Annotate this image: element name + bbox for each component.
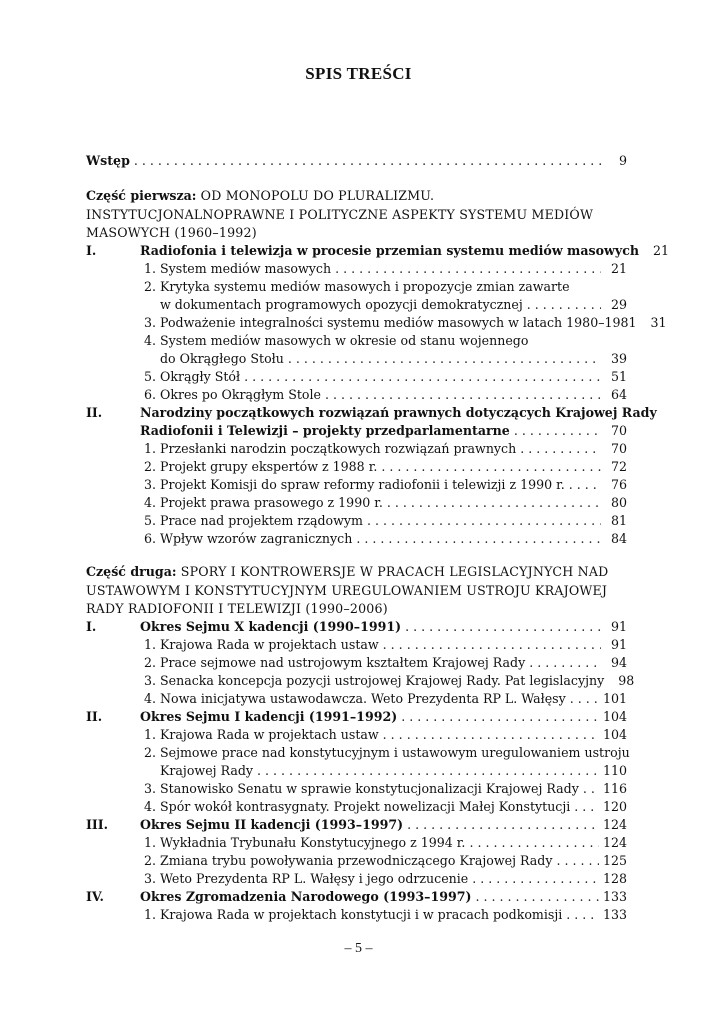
dot-leader: [569, 476, 601, 494]
section-number: 6.: [143, 387, 156, 402]
entry-row: [140, 494, 627, 512]
entry-row: [86, 422, 627, 440]
entry-page: 94: [610, 655, 627, 670]
entry-title: Przesłanki narodzin początkowych rozwiązań prawnych: [160, 441, 517, 456]
toc-entry: [86, 888, 627, 906]
section-number: 2.: [143, 853, 156, 868]
section-number: 3.: [143, 871, 156, 886]
entry-page: 9: [618, 153, 627, 168]
section-number: 2.: [143, 279, 156, 294]
entry-row: [86, 708, 627, 726]
entry-row: [140, 296, 627, 314]
dot-leader: [381, 458, 601, 476]
toc-entry: [140, 296, 627, 314]
section-number: 4.: [143, 333, 156, 348]
entry-row: [140, 744, 630, 762]
entry-title: Projekt grupy ekspertów z 1988 r.: [160, 459, 378, 474]
dot-leader: [405, 618, 601, 636]
chapter-number: II.: [86, 709, 103, 724]
toc-entry: [86, 582, 627, 600]
entry-row: [140, 314, 667, 332]
toc-entry: [140, 762, 627, 780]
entry-title: do Okrągłego Stołu: [160, 351, 284, 366]
dot-leader: [527, 296, 601, 314]
entry-title: Okres Sejmu II kadencji (1993–1997): [140, 817, 404, 832]
entry-title: Wpływ wzorów zagranicznych: [160, 531, 353, 546]
entry-row: [140, 870, 627, 888]
entry-title: Stanowisko Senatu w sprawie konstytucjonalizacji Krajowej Rady: [160, 781, 579, 796]
entry-row: [140, 458, 627, 476]
chapter-number: I.: [86, 619, 97, 634]
entry-row: [140, 780, 627, 798]
entry-title: Krytyka systemu mediów masowych i propozycje zmian zawarte: [160, 279, 570, 294]
entry-row: [140, 332, 627, 350]
toc-entry: [140, 368, 627, 386]
entry-title: Okres Sejmu I kadencji (1991–1992): [140, 709, 398, 724]
toc-entry: [140, 458, 627, 476]
chapter-number: I.: [86, 243, 97, 258]
entry-page: 133: [602, 889, 627, 904]
entry-title: Wstęp: [86, 153, 130, 168]
entry-page: 29: [610, 297, 627, 312]
section-number: 4.: [143, 495, 156, 510]
dot-leader: [288, 350, 601, 368]
toc-entry: [140, 744, 630, 762]
dot-leader: [244, 368, 601, 386]
part-title-continued: RADY RADIOFONII I TELEWIZJI (1990–2006): [86, 601, 388, 616]
section-number: 1.: [143, 727, 156, 742]
entry-row: [86, 816, 627, 834]
dot-leader: [356, 530, 601, 548]
section-number: 1.: [143, 637, 156, 652]
entry-row: [140, 906, 627, 924]
section-number: 4.: [143, 799, 156, 814]
part-label: Część pierwsza:: [86, 188, 197, 203]
entry-title: System mediów masowych w okresie od stanu wojennego: [160, 333, 529, 348]
entry-page: 21: [653, 243, 670, 258]
entry-title: Sejmowe prace nad konstytucyjnym i ustawowym uregulowaniem ustroju: [160, 745, 630, 760]
entry-row: [140, 350, 627, 368]
entry-row: [86, 404, 657, 422]
entry-page: 80: [610, 495, 627, 510]
entry-row: [140, 512, 627, 530]
toc-entry: [140, 636, 627, 654]
toc-entry: [86, 618, 627, 636]
entry-page: 125: [602, 853, 627, 868]
entry-row: [140, 798, 627, 816]
dot-leader: [387, 494, 601, 512]
entry-page: 39: [610, 351, 627, 366]
part-title-continued: INSTYTUCJONALNOPRAWNE I POLITYCZNE ASPEKTY SYSTEMU MEDIÓW: [86, 207, 594, 222]
entry-row: [140, 636, 627, 654]
toc-entry: [86, 224, 627, 242]
page-title: SPIS TREŚCI: [305, 64, 412, 83]
entry-row: [86, 888, 627, 906]
chapter-number: IV.: [86, 889, 104, 904]
section-number: 3.: [143, 477, 156, 492]
toc-entry: [86, 187, 627, 205]
entry-page: 124: [602, 835, 627, 850]
toc-entry: [86, 404, 657, 422]
chapter-number: II.: [86, 405, 103, 420]
entry-page: 133: [602, 907, 627, 922]
entry-page: 101: [602, 691, 627, 706]
entry-row: [86, 242, 670, 260]
entry-row: [140, 852, 627, 870]
section-number: 5.: [143, 369, 156, 384]
dot-leader: [257, 762, 599, 780]
section-number: 3.: [143, 781, 156, 796]
entry-title: Nowa inicjatywa ustawodawcza. Weto Prezydenta RP L. Wałęsy: [160, 691, 566, 706]
toc-entry: [140, 780, 627, 798]
entry-title: Spór wokół kontrasygnaty. Projekt nowelizacji Małej Konstytucji: [160, 799, 571, 814]
dot-leader: [401, 708, 599, 726]
entry-title: Okres po Okrągłym Stole: [160, 387, 321, 402]
toc-entry: [140, 852, 627, 870]
part-title: SPORY I KONTROWERSJE W PRACACH LEGISLACYJNYCH NAD: [176, 564, 609, 579]
toc-entry: [140, 870, 627, 888]
toc-entry: [140, 798, 627, 816]
part-label: Część druga:: [86, 564, 177, 579]
entry-page: 51: [610, 369, 627, 384]
toc-entry: [140, 260, 627, 278]
entry-title: Narodziny początkowych rozwiązań prawnych dotyczących Krajowej Rady: [140, 405, 657, 420]
toc-entry: [86, 816, 627, 834]
dot-leader: [574, 798, 599, 816]
entry-title: Krajowa Rada w projektach ustaw: [160, 727, 379, 742]
entry-title: Podważenie integralności systemu mediów masowych w latach 1980–1981: [160, 315, 637, 330]
section-number: 2.: [143, 459, 156, 474]
entry-title: Zmiana trybu powoływania przewodniczącego Krajowej Rady: [160, 853, 553, 868]
entry-page: 76: [610, 477, 627, 492]
entry-page: 21: [610, 261, 627, 276]
dot-leader: [407, 816, 599, 834]
dot-leader: [475, 888, 598, 906]
entry-title: Okres Sejmu X kadencji (1990–1991): [140, 619, 402, 634]
entry-row: [86, 618, 627, 636]
dot-leader: [325, 386, 601, 404]
toc-entry: [140, 278, 627, 296]
entry-title: Weto Prezydenta RP L. Wałęsy i jego odrzucenie: [160, 871, 469, 886]
entry-title: System mediów masowych: [160, 261, 332, 276]
entry-title: Prace sejmowe nad ustrojowym kształtem Krajowej Rady: [160, 655, 526, 670]
entry-title: Okres Zgromadzenia Narodowego (1993–1997): [140, 889, 472, 904]
toc-entry: [86, 206, 627, 224]
entry-row: [140, 440, 627, 458]
dot-leader: [583, 780, 599, 798]
entry-row: [140, 690, 627, 708]
toc-entry: [140, 350, 627, 368]
toc-entry: [86, 708, 627, 726]
entry-page: 70: [610, 441, 627, 456]
entry-title: Radiofonii i Telewizji – projekty przedparlamentarne: [140, 423, 510, 438]
dot-leader: [570, 690, 599, 708]
dot-leader: [529, 654, 601, 672]
entry-title: Krajowa Rada w projektach ustaw: [160, 637, 379, 652]
entry-row: [140, 530, 627, 548]
section-number: 1.: [143, 907, 156, 922]
toc-entry: [140, 726, 627, 744]
toc-entry: [86, 422, 627, 440]
entry-row: [140, 654, 627, 672]
toc-entry: [140, 386, 627, 404]
entry-title: Okrągły Stół: [160, 369, 241, 384]
section-number: 6.: [143, 531, 156, 546]
dot-leader: [514, 422, 601, 440]
entry-page: 110: [602, 763, 627, 778]
toc-entry: [140, 512, 627, 530]
dot-leader: [469, 834, 599, 852]
toc-entry: [140, 476, 627, 494]
entry-page: 70: [610, 423, 627, 438]
entry-row: [140, 762, 627, 780]
entry-row: [140, 672, 635, 690]
dot-leader: [335, 260, 601, 278]
toc-entry: [140, 834, 627, 852]
part-title-continued: USTAWOWYM I KONSTYTUCYJNYM UREGULOWANIEM USTROJU KRAJOWEJ: [86, 583, 608, 598]
entry-page: 128: [602, 871, 627, 886]
dot-leader: [520, 440, 601, 458]
toc-entry: [86, 242, 670, 260]
entry-row: [140, 368, 627, 386]
part-title-continued: MASOWYCH (1960–1992): [86, 225, 257, 240]
part-heading: [86, 564, 608, 579]
entry-title: Projekt prawa prasowego z 1990 r.: [160, 495, 383, 510]
dot-leader: [472, 870, 599, 888]
section-number: 2.: [143, 745, 156, 760]
section-number: 1.: [143, 261, 156, 276]
dot-leader: [556, 852, 598, 870]
section-number: 5.: [143, 513, 156, 528]
section-number: 3.: [143, 315, 156, 330]
entry-page: 116: [602, 781, 627, 796]
section-number: 4.: [143, 691, 156, 706]
toc-entry: [86, 563, 627, 581]
entry-page: 91: [610, 619, 627, 634]
dot-leader: [367, 512, 601, 530]
entry-page: 64: [610, 387, 627, 402]
entry-page: 84: [610, 531, 627, 546]
part-title: OD MONOPOLU DO PLURALIZMU.: [196, 188, 435, 203]
page-number: – 5 –: [344, 941, 373, 956]
section-number: 2.: [143, 655, 156, 670]
toc-entry: [86, 152, 627, 170]
entry-page: 104: [602, 709, 627, 724]
dot-leader: [134, 152, 601, 170]
entry-page: 120: [602, 799, 627, 814]
entry-page: 81: [610, 513, 627, 528]
entry-title: w dokumentach programowych opozycji demokratycznej: [160, 297, 523, 312]
entry-page: 104: [602, 727, 627, 742]
entry-row: [86, 152, 627, 170]
entry-row: [140, 476, 627, 494]
dot-leader: [383, 726, 599, 744]
entry-page: 98: [618, 673, 635, 688]
entry-title: Prace nad projektem rządowym: [160, 513, 363, 528]
section-number: 3.: [143, 673, 156, 688]
part-heading: [86, 188, 434, 203]
toc-entry: [140, 332, 627, 350]
entry-page: 31: [650, 315, 667, 330]
toc-entry: [140, 654, 627, 672]
toc-entry: [140, 494, 627, 512]
entry-page: 72: [610, 459, 627, 474]
toc-entry: [140, 672, 635, 690]
toc-entry: [86, 600, 627, 618]
toc-entry: [140, 906, 627, 924]
entry-row: [140, 726, 627, 744]
section-number: 1.: [143, 835, 156, 850]
entry-title: Senacka koncepcja pozycji ustrojowej Krajowej Rady. Pat legislacyjny: [160, 673, 605, 688]
entry-title: Projekt Komisji do spraw reformy radiofonii i telewizji z 1990 r.: [160, 477, 565, 492]
entry-page: 124: [602, 817, 627, 832]
dot-leader: [566, 906, 599, 924]
entry-row: [140, 260, 627, 278]
chapter-number: III.: [86, 817, 109, 832]
entry-row: [140, 386, 627, 404]
toc-entry: [140, 690, 627, 708]
entry-page: 91: [610, 637, 627, 652]
entry-title: Radiofonia i telewizja w procesie przemian systemu mediów masowych: [140, 243, 640, 258]
entry-title: Krajowa Rada w projektach konstytucji i w pracach podkomisji: [160, 907, 563, 922]
toc-entry: [140, 440, 627, 458]
entry-row: [140, 278, 627, 296]
toc-entry: [140, 314, 667, 332]
section-number: 1.: [143, 441, 156, 456]
toc-entry: [140, 530, 627, 548]
dot-leader: [383, 636, 601, 654]
entry-title: Wykładnia Trybunału Konstytucyjnego z 1994 r.: [160, 835, 466, 850]
entry-title: Krajowej Rady: [160, 763, 254, 778]
entry-row: [140, 834, 627, 852]
